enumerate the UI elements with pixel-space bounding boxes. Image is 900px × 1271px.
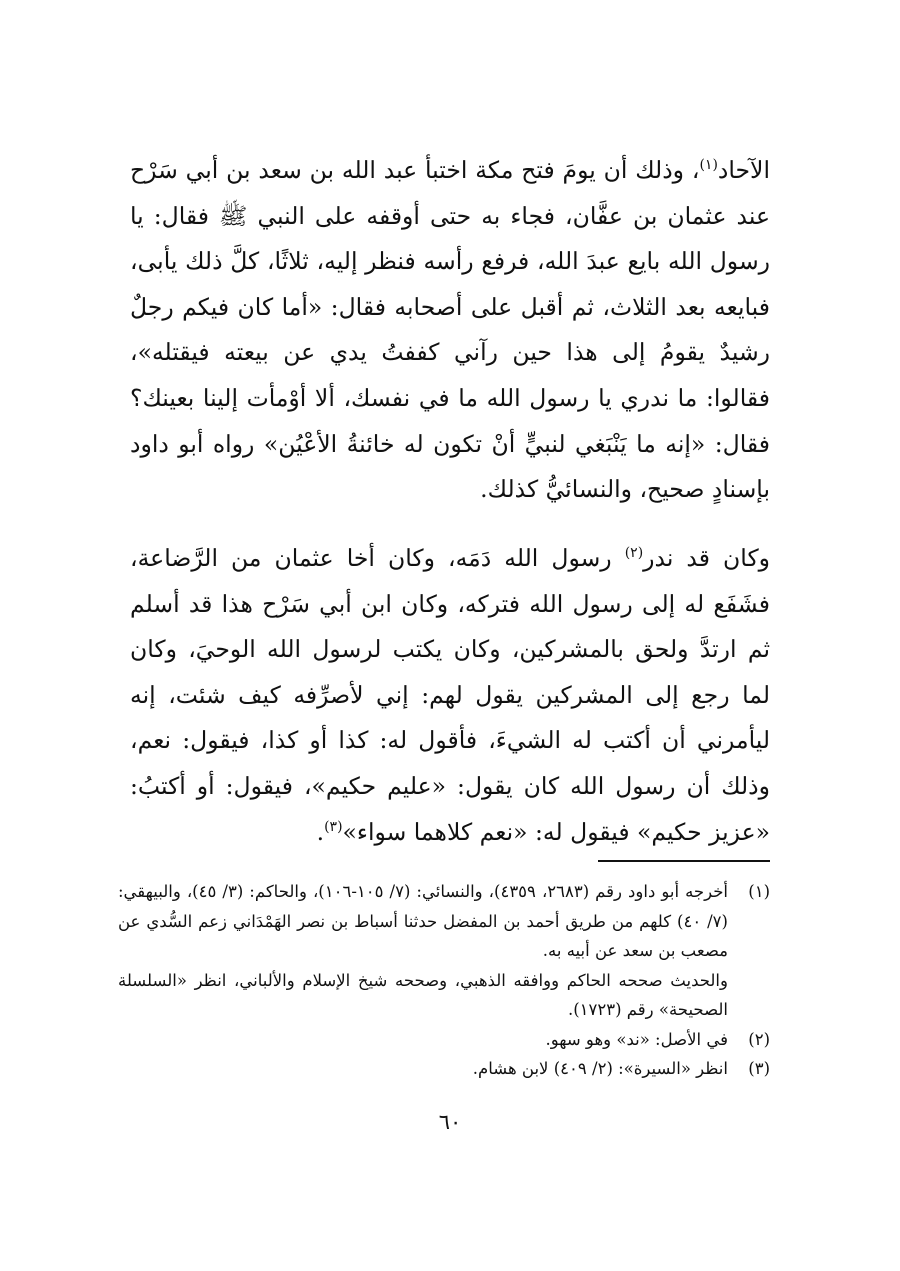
paragraph-2-text: رسول الله دَمَه، وكان أخا عثمان من الرَّضاعة، فشَفَع له إلى رسول الله فتركه، وكان ابن أبي سَرْح هذا قد أسلم ثم ارتدَّ ولحق بالمشركين، وكان يكتب لرسول الله الوحيَ، وكان لما رجع إلى المشركين يقول لهم: إني لأصرِّفه كيف شئت، إنه ليأمرني أن أكتب له الشيءَ، فأقول له: كذا أو كذا، فيقول: نعم، وذلك أن رسول الله كان يقول: «عليم حكيم»، فيقول: أو أكتبُ: «عزيز حكيم» فيقول له: «نعم كلاهما سواء» [130,544,770,846]
footnote-text: في الأصل: «ند» وهو سهو. [545,1029,728,1049]
footnote-number: (١) [748,882,770,901]
paragraph-1-text: ، وذلك أن يومَ فتح مكة اختبأ عبد الله بن سعد بن أبي سَرْح عند عثمان بن عفَّان، فجاء به حتى أوقفه على النبي ﷺ فقال: يا رسول الله بايع عبدَ الله، فرفع رأسه فنظر إليه، ثلاثًا، كلَّ ذلك يأبى، فبايعه بعد الثلاث، ثم أقبل على أصحابه فقال: «أما كان فيكم رجلٌ رشيدٌ يقومُ إلى هذا حين رآني كففتُ يدي عن بيعته فيقتله»، فقالوا: ما ندري يا رسول الله ما في نفسك، ألا أوْمأت إلينا بعينك؟ فقال: «إنه ما يَنْبَغي لنبيٍّ أنْ تكون له خائنةُ الأعْيُن» رواه أبو داود بإسنادٍ صحيح، والنسائيُّ كذلك. [130,156,770,504]
footnote-1-continuation: والحديث صححه الحاكم ووافقه الذهبي، وصححه شيخ الإسلام والألباني، انظر «السلسلة الصحيحة» رقم (١٧٢٣). [118,970,728,1019]
footnote-ref-2: (٢) [624,545,644,562]
footnote-ref-3: (٣) [324,818,343,835]
paragraph-2-start: وكان قد ندر [643,544,770,572]
footnote-3 [118,1054,770,1084]
footnote-2 [118,1025,770,1055]
footnote-text: انظر «السيرة»: (٢/ ٤٠٩) لابن هشام. [472,1059,728,1078]
paragraph-1-start: الآحاد [717,156,770,184]
footnote-separator [598,860,770,862]
body-paragraph-2 [130,536,770,855]
footnotes [118,877,770,1084]
footnote-number: (٣) [748,1059,770,1078]
paragraph-2-end: . [316,817,325,846]
body-paragraph-1 [130,148,770,513]
footnote-1 [118,877,770,966]
footnote-text: أخرجه أبو داود رقم (٢٦٨٣، ٤٣٥٩)، والنسائي: (٧/ ١٠٥-١٠٦)، والحاكم: (٣/ ٤٥)، والبيهقي: (٧/ ٤٠) كلهم من طريق أحمد بن المفضل حدثنا أسباط بن نصر الهَمْدَاني زعم السُّدي عن مصعب بن سعد عن أبيه به. [118,882,728,960]
page-number: ٦٠ [438,1110,462,1134]
footnote-ref-1: (١) [699,157,718,174]
footnote-number: (٢) [748,1029,770,1049]
